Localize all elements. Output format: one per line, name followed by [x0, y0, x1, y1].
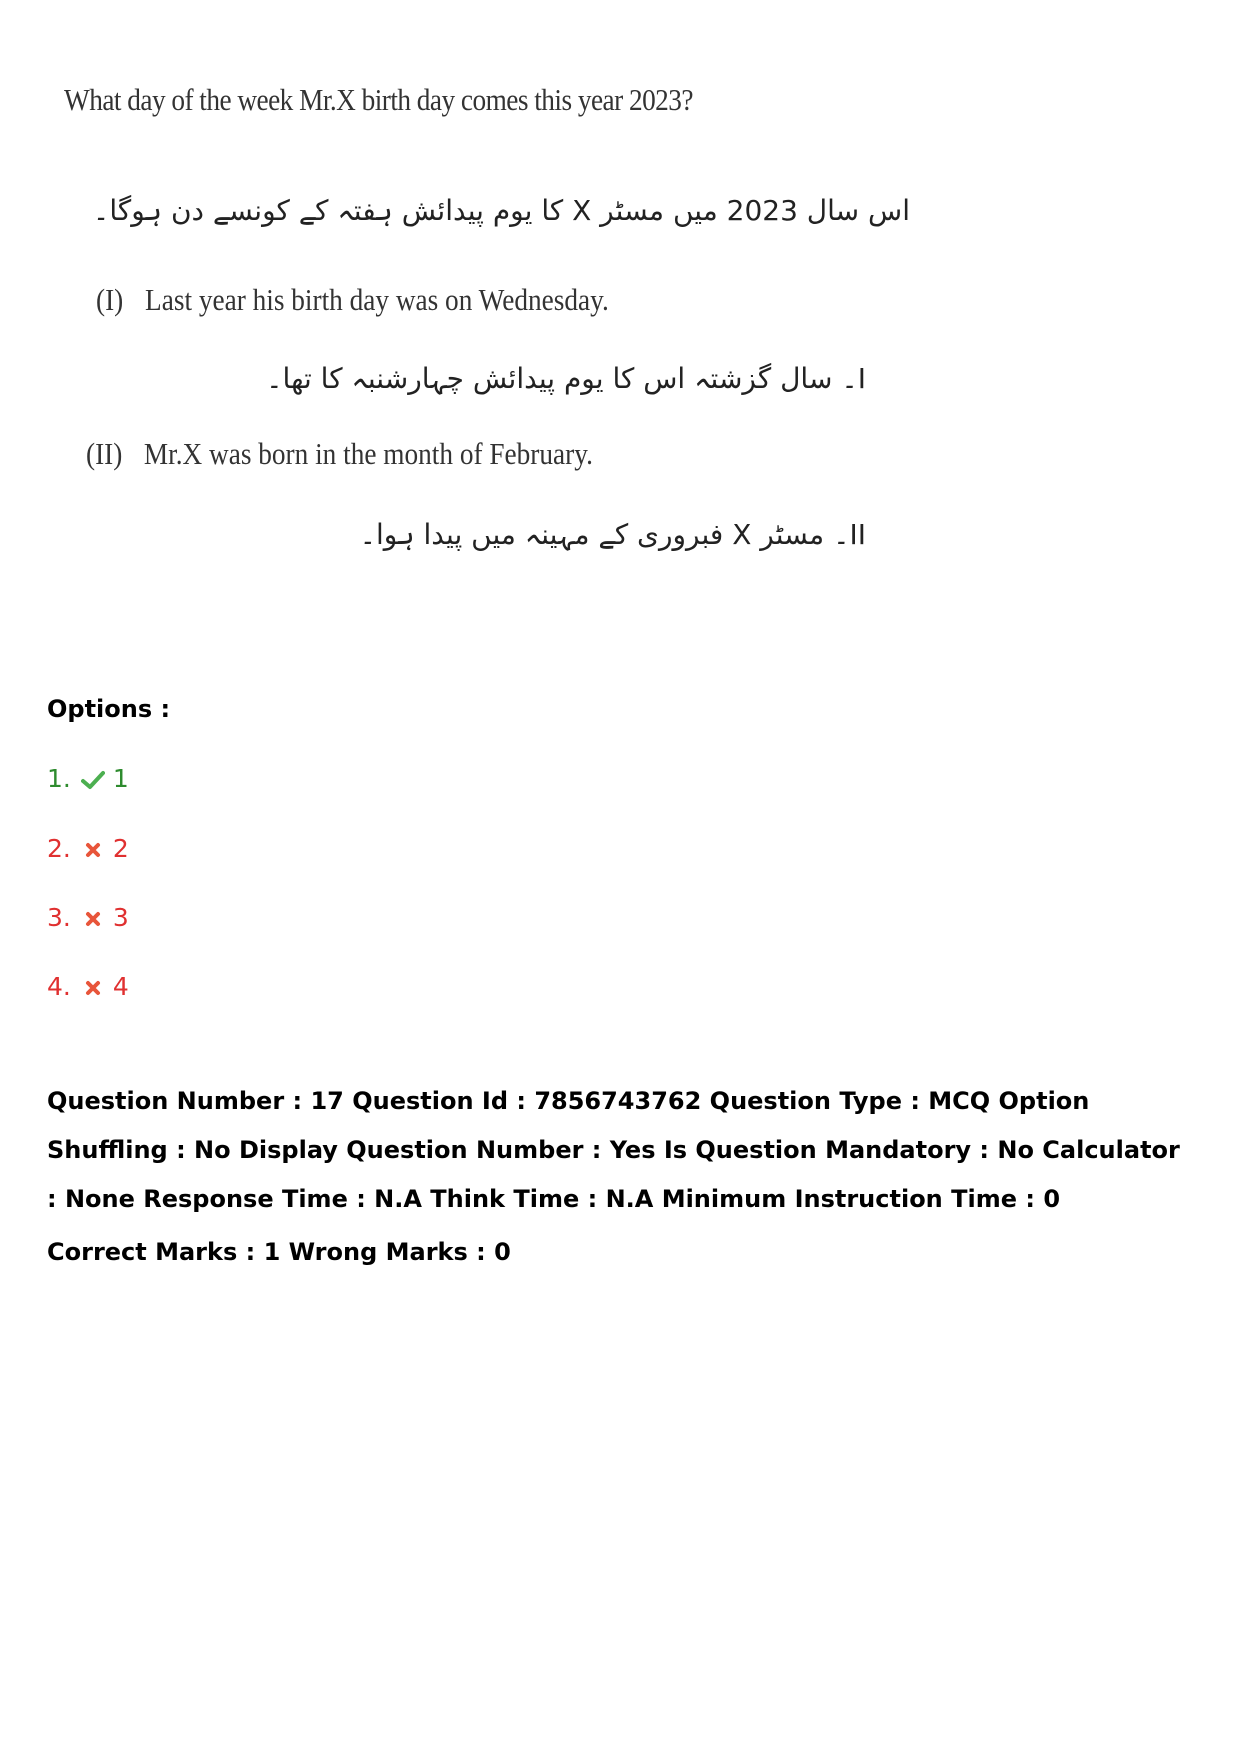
question-urdu: اس سال 2023 میں مسٹر X کا یوم پیدائش ہفتہ کے کونسے دن ہوگا۔ [92, 194, 910, 227]
statement-1-text: Last year his birth day was on Wednesday. [145, 282, 609, 317]
cross-icon [77, 834, 109, 863]
options-label: Options : [47, 695, 171, 723]
statement-1 [96, 282, 609, 318]
statement-2-urdu: II۔ مسٹر X فبروری کے مہینہ میں پیدا ہوا۔ [359, 518, 866, 551]
option-1 [47, 764, 129, 793]
question-english: What day of the week Mr.X birth day comes this year 2023? [64, 82, 693, 117]
option-3 [47, 903, 129, 932]
option-4-index: 4. [47, 972, 71, 1001]
option-3-index: 3. [47, 903, 71, 932]
statement-1-number: (I) [96, 282, 124, 317]
option-4-value: 4 [112, 972, 129, 1001]
option-2-index: 2. [47, 834, 71, 863]
statement-1-urdu: I۔ سال گزشتہ اس کا یوم پیدائش چہارشنبہ کا تھا۔ [266, 362, 866, 395]
question-meta: Question Number : 17 Question Id : 7856743762 Question Type : MCQ Option Shuffling : No Display Question Number : Yes Is Question Mandatory : No Calculator : None Response Time : N.A Think Time : N.A Minimum Instruction Time : 0 [47, 1087, 1180, 1213]
option-2 [47, 834, 129, 863]
check-icon [77, 764, 109, 793]
cross-icon [77, 972, 109, 1001]
marks-meta: Correct Marks : 1 Wrong Marks : 0 [47, 1238, 511, 1266]
option-2-value: 2 [112, 834, 129, 863]
statement-2 [86, 436, 593, 472]
statement-2-text: Mr.X was born in the month of February. [143, 436, 593, 471]
option-1-index: 1. [47, 764, 71, 793]
option-4 [47, 972, 129, 1001]
option-1-value: 1 [112, 764, 129, 793]
option-3-value: 3 [112, 903, 129, 932]
statement-2-number: (II) [86, 436, 123, 471]
cross-icon [77, 903, 109, 932]
